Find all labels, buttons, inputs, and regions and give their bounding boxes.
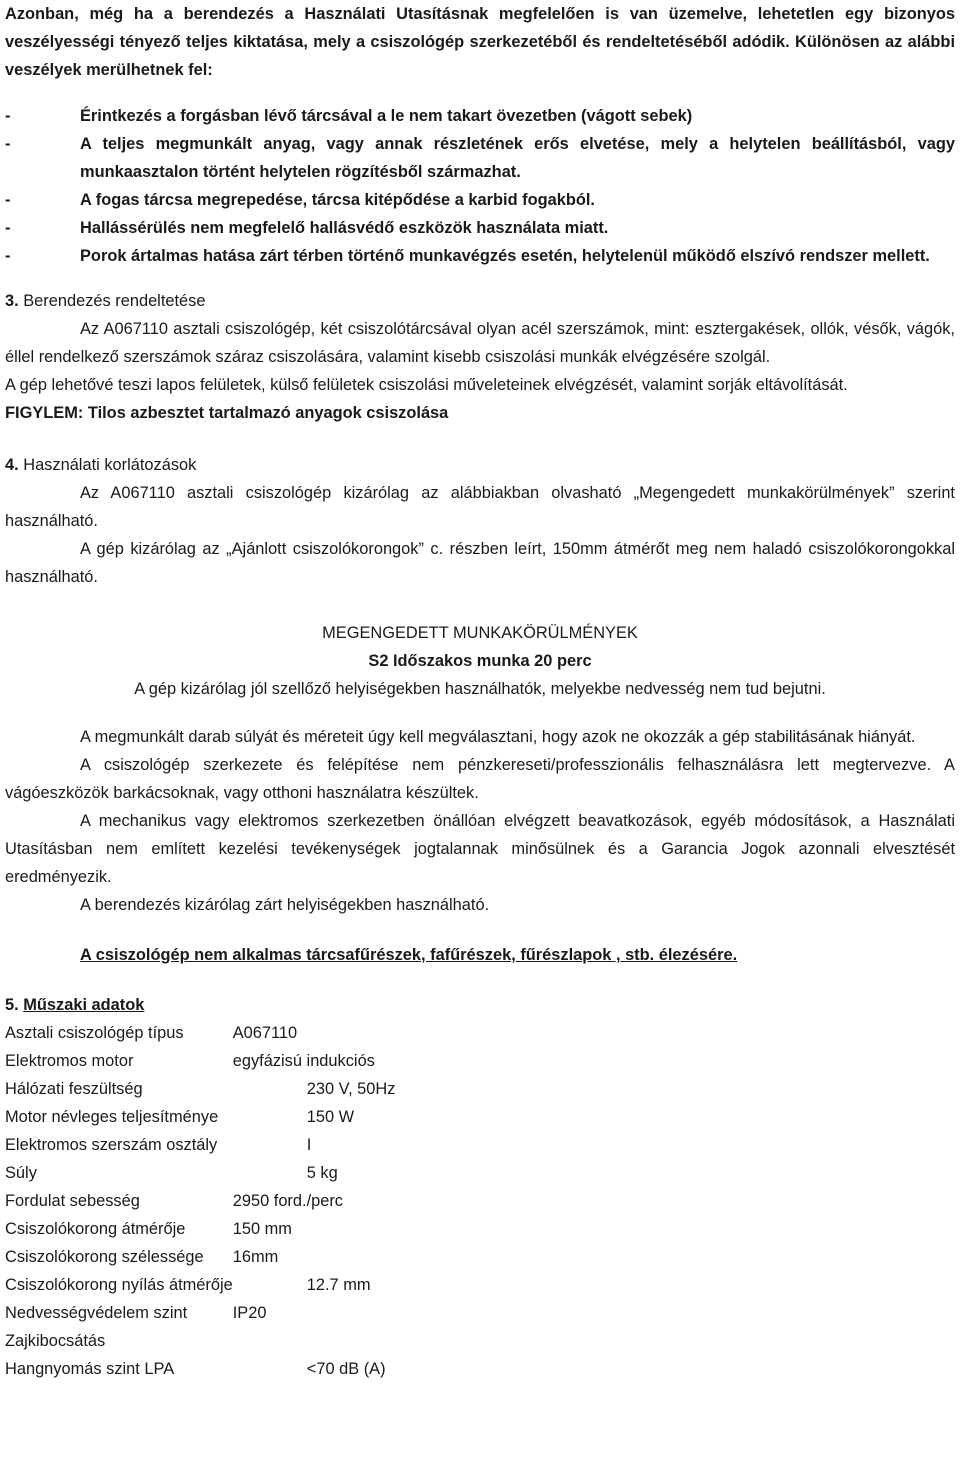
spec-row (5, 1075, 395, 1103)
spec-row (5, 1271, 395, 1299)
spec-label: Fordulat sebesség (5, 1192, 140, 1210)
document-page (5, 0, 955, 1383)
conditions-paragraph: A csiszológép szerkezete és felépítése nem pénzkereseti/professzionális felhasználásra lett megtervezve. A vágóeszközök barkácsoknak, vagy otthoni használatra készültek. (5, 756, 955, 802)
conditions-line: A gép kizárólag jól szellőző helyiségekben használhatók, melyekbe nedvesség nem tud bejutni. (134, 680, 826, 698)
spec-value: 230 V, 50Hz (306, 1080, 396, 1098)
hazard-item: - Hallássérülés nem megfelelő hallásvédő eszközök használata miatt. (5, 219, 609, 237)
spec-row (5, 1047, 395, 1075)
spec-row (5, 1187, 395, 1215)
spec-label: Hálózati feszültség (5, 1080, 143, 1098)
conditions-paragraph: A berendezés kizárólag zárt helyiségekben használható. (80, 896, 490, 914)
spec-row (5, 1131, 395, 1159)
spec-value: I (306, 1136, 312, 1154)
hazard-item: - A teljes megmunkált anyag, vagy annak részletének erős elvetése, mely a helytelen beállításból, vagy munkaasztalon történt helytelen rögzítésből származhat. (5, 135, 955, 181)
spec-label: Asztali csiszológép típus (5, 1024, 184, 1042)
spec-row (5, 1299, 395, 1327)
section-4-paragraph: Az A067110 asztali csiszológép kizárólag az alábbiakban olvasható „Megengedett munkakörülmények” szerint használható. (5, 484, 955, 530)
section-3-heading: 3. Berendezés rendeltetése (5, 292, 206, 310)
spec-label: Csiszolókorong szélessége (5, 1248, 204, 1266)
spec-row (5, 1355, 395, 1383)
section-3-warning: FIGYLEM: Tilos azbesztet tartalmazó anyagok csiszolása (5, 404, 449, 422)
spec-row (5, 1159, 395, 1187)
section-5-heading: 5. Műszaki adatok (5, 996, 145, 1014)
spec-table (5, 1019, 395, 1383)
spec-value: A067110 (232, 1024, 298, 1042)
spec-value: 2950 ford./perc (232, 1192, 344, 1210)
spec-value (233, 1327, 396, 1355)
hazard-list (5, 102, 955, 270)
spec-label: Elektromos motor (5, 1052, 134, 1070)
spec-value: 150 W (306, 1108, 355, 1126)
spec-value: egyfázisú indukciós (232, 1052, 375, 1070)
spec-label: Zajkibocsátás (5, 1332, 106, 1350)
hazard-item: - Porok ártalmas hatása zárt térben történő munkavégzés esetén, helytelenül működő elszívó rendszer mellett. (5, 247, 930, 265)
spec-row (5, 1215, 395, 1243)
spec-label: Csiszolókorong nyílás átmérője (5, 1276, 233, 1294)
section-4-heading: 4. Használati korlátozások (5, 456, 197, 474)
spec-label: Nedvességvédelem szint (5, 1304, 188, 1322)
spec-row (5, 1103, 395, 1131)
conditions-heading: MEGENGEDETT MUNKAKÖRÜLMÉNYEK (322, 624, 638, 642)
hazard-item: - Érintkezés a forgásban lévő tárcsával a le nem takart övezetben (vágott sebek) (5, 107, 693, 125)
spec-label: Hangnyomás szint LPA (5, 1360, 175, 1378)
spec-row (5, 1019, 395, 1047)
spec-label: Csiszolókorong átmérője (5, 1220, 186, 1238)
spec-row (5, 1327, 395, 1355)
spec-value: IP20 (232, 1304, 267, 1322)
hazard-item: - A fogas tárcsa megrepedése, tárcsa kitépődése a karbid fogakból. (5, 191, 595, 209)
section-3-paragraph: Az A067110 asztali csiszológép, két csiszolótárcsával olyan acél szerszámok, mint: esztergakések, ollók, vésők, vágók, éllel rendelkező szerszámok száraz csiszolására, valamint kisebb csiszolási munkák elvégzésére szolgál. (5, 320, 955, 366)
spec-label: Súly (5, 1164, 37, 1182)
spec-label: Motor névleges teljesítménye (5, 1108, 219, 1126)
intro-paragraph: Azonban, még ha a berendezés a Használati Utasításnak megfelelően is van üzemelve, lehetetlen egy bizonyos veszélyességi tényező teljes kiktatása, mely a csiszológép szerkezetéből és rendeltetéséből adódik. Különösen az alábbi veszélyek merülhetnek fel: (5, 5, 955, 79)
spec-label: Elektromos szerszám osztály (5, 1136, 218, 1154)
sharpening-notice: A csiszológép nem alkalmas tárcsafűrészek, fafűrészek, fűrészlapok , stb. élezésére. (80, 946, 738, 964)
spec-value: 16mm (232, 1248, 279, 1266)
conditions-paragraph: A mechanikus vagy elektromos szerkezetben önállóan elvégzett beavatkozások, egyéb módosítások, a Használati Utasításban nem említett kezelési tevékenységek jogtalannak minősülnek és a Garancia Jogok azonnali elvesztését eredményezik. (5, 812, 955, 886)
spec-row (5, 1243, 395, 1271)
conditions-paragraph: A megmunkált darab súlyát és méreteit úgy kell megválasztani, hogy azok ne okozzák a gép stabilitásának hiányát. (80, 728, 916, 746)
section-3-paragraph: A gép lehetővé teszi lapos felületek, külső felületek csiszolási műveleteinek elvégzését, valamint sorják eltávolítását. (5, 376, 848, 394)
spec-value: 5 kg (306, 1164, 338, 1182)
spec-value: 12.7 mm (306, 1276, 371, 1294)
section-4-paragraph: A gép kizárólag az „Ajánlott csiszolókorongok” c. részben leírt, 150mm átmérőt meg nem haladó csiszolókorongokkal használható. (5, 540, 955, 586)
spec-value: 150 mm (232, 1220, 292, 1238)
spec-value: <70 dB (A) (306, 1360, 386, 1378)
conditions-subheading: S2 Időszakos munka 20 perc (368, 652, 592, 670)
